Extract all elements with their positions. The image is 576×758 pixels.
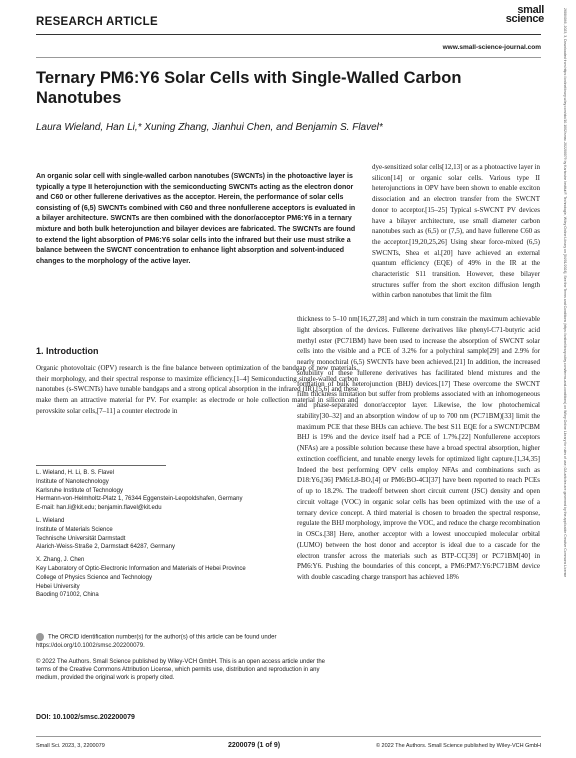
orcid-note bbox=[36, 633, 336, 650]
article-title: Ternary PM6:Y6 Solar Cells with Single-Walled Carbon Nanotubes bbox=[36, 69, 462, 107]
affiliation-line: L. Wieland, H. Li, B. S. Flavel bbox=[36, 470, 115, 476]
side-download-text: 26884046, 2023, 3, Downloaded from https://onlinelibrary.wiley.com/doi/10.1002/smsc.202200079 by Karlsruhe Institut F. Technologie, Wiley Online Library on [04/01/2024]. See the Terms and Conditions (https://onlinelibrary.wiley.com/terms-and-conditions) on Wiley Online Library for rules of use; OA articles are governed by the applicable Creative Commons License bbox=[563, 8, 567, 578]
header-rule-2 bbox=[36, 57, 541, 58]
affiliations-block bbox=[36, 469, 336, 600]
logo-line-1: small bbox=[517, 4, 544, 16]
journal-url[interactable]: www.small-science-journal.com bbox=[442, 44, 541, 51]
affiliation-line: College of Physics Science and Technology bbox=[36, 574, 152, 581]
journal-logo bbox=[500, 6, 544, 24]
affiliation-line: Key Laboratory of Optic-Electronic Information and Materials of Hebei Province bbox=[36, 565, 246, 572]
affiliation-line: Baoding 071002, China bbox=[36, 592, 99, 599]
right-column-top: dye-sensitized solar cells[12,13] or as a photoactive layer in silicon[14] or organic solar cells. Various type II heterojunctions in OPV have been shown to enable exciton dissociation and an electron transfer from the SWCNT donor to acceptor.[15–25] Typical s-SWCNT PV devices have a bilayer architecture, use small diameter carbon nanotubes such as (6,5) or (7,5), and have fullerene C60 as the acceptor.[19,20,25,26] Using shear force-mixed (6,5) SWCNTs, Shea et al.[20] have achieved an external quantum efficiency (EQE) of 49% in the IR at the characteristic S11 transition. However, these bilayer structures suffer from the short exciton diffusion length within carbon nanotubes that limit the film bbox=[372, 163, 540, 300]
license-note: © 2022 The Authors. Small Science published by Wiley-VCH GmbH. This is an open access article under the terms of the Creative Commons Attribution License, which permits use, distribution and reproduction in any medium, provided the original work is properly cited. bbox=[36, 659, 326, 682]
affiliation-line: L. Wieland bbox=[36, 517, 65, 524]
affiliation-line: Hebei University bbox=[36, 583, 80, 590]
affiliation-line: Alarich-Weiss-Straße 2, Darmstadt 64287, Germany bbox=[36, 544, 175, 551]
article-type-label: RESEARCH ARTICLE bbox=[36, 16, 158, 28]
side-download-note bbox=[559, 8, 567, 708]
right-column-body: thickness to 5–10 nm[16,27,28] and which in turn constrain the maximum achievable light absorption of the devices. Fullerene derivatives like phenyl-C71-butyric acid methyl ester (PC71BM) have been used to increase the absorption of SWCNT solar cells into the visible and a PCE of 3.2% for a polychiral sample[29] and 2.9% for nearly monochiral (6,5) SWCNTs have been achieved.[21] In addition, the increased solubility of these fullerene derivatives has facilitated blend mixtures and the formation of bulk heterojunction (BHJ) devices.[17] These overcome the SWCNT film thickness limitation but suffer from problems associated with an inhomogeneous and phase-separated donor/acceptor layer. Likewise, the low photochemical stability[30–32] and an absorption window of up to 700 nm (PC71BM)[33] limit the maximum PCE that these BHJs can achieve. The best S11 EQE for a SWCNT/PCBM BHJ is 19% and the device itself had a PCE of 1.7%.[22] Nonfullerene acceptors (NFAs) are a possible solution because these have a broad spectral absorption, higher extinction coefficient, and tunable energy levels for optimized light capture.[1,34,35] Indeed the best performing OPV cells employ NFAs and combinations such as D18:Y6,[36] PM6:L8-BO,[4] or PM6:BO-4Cl[37] have been reported to reach PCEs of up to 18.2%. The tradeoff between short circuit current (JSC) density and open circuit voltage (VOC) in organic solar cells has been optimized with the use of a ternary device concept. A third material is chosen to broaden the spectral response, regulate the BHJ morphology, improve the VOC, and reduce the charge recombination in OSCs.[38] Here, another acceptor with a lowest unoccupied molecular orbital (LUMO) between the host donor and acceptor is ideal due to a cascade for the electron transfer across the materials such as BTP-CC[39] or PC71BM[40] in PM6:Y6. Pushing the boundaries of this concept, a PM6:PM7:Y6:PC71BM device with double cascading charge transport has achieved 18% bbox=[297, 315, 540, 581]
orcid-icon bbox=[36, 633, 44, 641]
logo-line-2: science bbox=[505, 13, 544, 25]
doi-link[interactable]: DOI: 10.1002/smsc.202200079 bbox=[36, 714, 135, 721]
abstract: An organic solar cell with single-walled carbon nanotubes (SWCNTs) in the photoactive layer is typically a type II heterojunction with the semiconducting SWCNTs acting as the electron donor and C60 or other fullerene derivatives as the acceptor. Herein, the performance of solar cells consisting of (6,5) SWCNTs combined with C60 and three nonfullerene acceptors is evaluated in a bilayer architecture. SWCNTs are then combined with the donor/acceptor PM6:Y6 in a ternary mixture and both bulk heterojunction and bilayer devices are fabricated. The SWCNTs are found to extend the light absorption of PM6:Y6 solar cells into the infrared but their use must strike a balance between the SWCNT concentration to enhance light absorption and solvent-induced changes to the morphology of the active layer. bbox=[36, 173, 356, 265]
orcid-text[interactable]: The ORCID identification number(s) for the author(s) of this article can be found under https://doi.org/10.1002/smsc.202200079. bbox=[36, 634, 277, 649]
affiliation-line: Institute of Materials Science bbox=[36, 526, 113, 533]
author-list: Laura Wieland, Han Li,* Xuning Zhang, Jianhui Chen, and Benjamin S. Flavel* bbox=[36, 122, 383, 133]
footer-citation: Small Sci. 2023, 3, 2200079 bbox=[36, 743, 105, 749]
intro-paragraph: Organic photovoltaic (OPV) research is the fine balance between optimization of the bandgap of new materials, their morphology, and their spectral response to maximize efficiency.[1–4] Semiconducting single-walled carbon nanotubes (s-SWCNTs) have tunable bandgaps and a strong optical absorption in the infrared (IR),[5,6] and these make them an attractive material for PV. For example: as electrode or hole collection material in silicon and perovskite solar cells,[7–11] a counter electrode in bbox=[36, 364, 358, 415]
affiliation-line: Karlsruhe Institute of Technology bbox=[36, 487, 123, 494]
affiliation-line: Technische Universität Darmstadt bbox=[36, 535, 126, 542]
footer-rule bbox=[36, 736, 541, 737]
affiliation-email[interactable]: E-mail: han.li@kit.edu; benjamin.flavel@kit.edu bbox=[36, 505, 162, 512]
affiliation-separator bbox=[36, 465, 166, 466]
footer-copyright: © 2022 The Authors. Small Science published by Wiley-VCH GmbH bbox=[375, 743, 541, 749]
page-number: 2200079 (1 of 9) bbox=[228, 742, 281, 749]
affiliation-line: X. Zhang, J. Chen bbox=[36, 557, 85, 564]
section-heading-introduction: 1. Introduction bbox=[36, 346, 99, 356]
affiliation-line: Institute of Nanotechnology bbox=[36, 478, 109, 485]
affiliation-line: Hermann-von-Helmholtz-Platz 1, 76344 Eggenstein-Leopoldshafen, Germany bbox=[36, 496, 243, 503]
header-rule bbox=[36, 34, 541, 35]
